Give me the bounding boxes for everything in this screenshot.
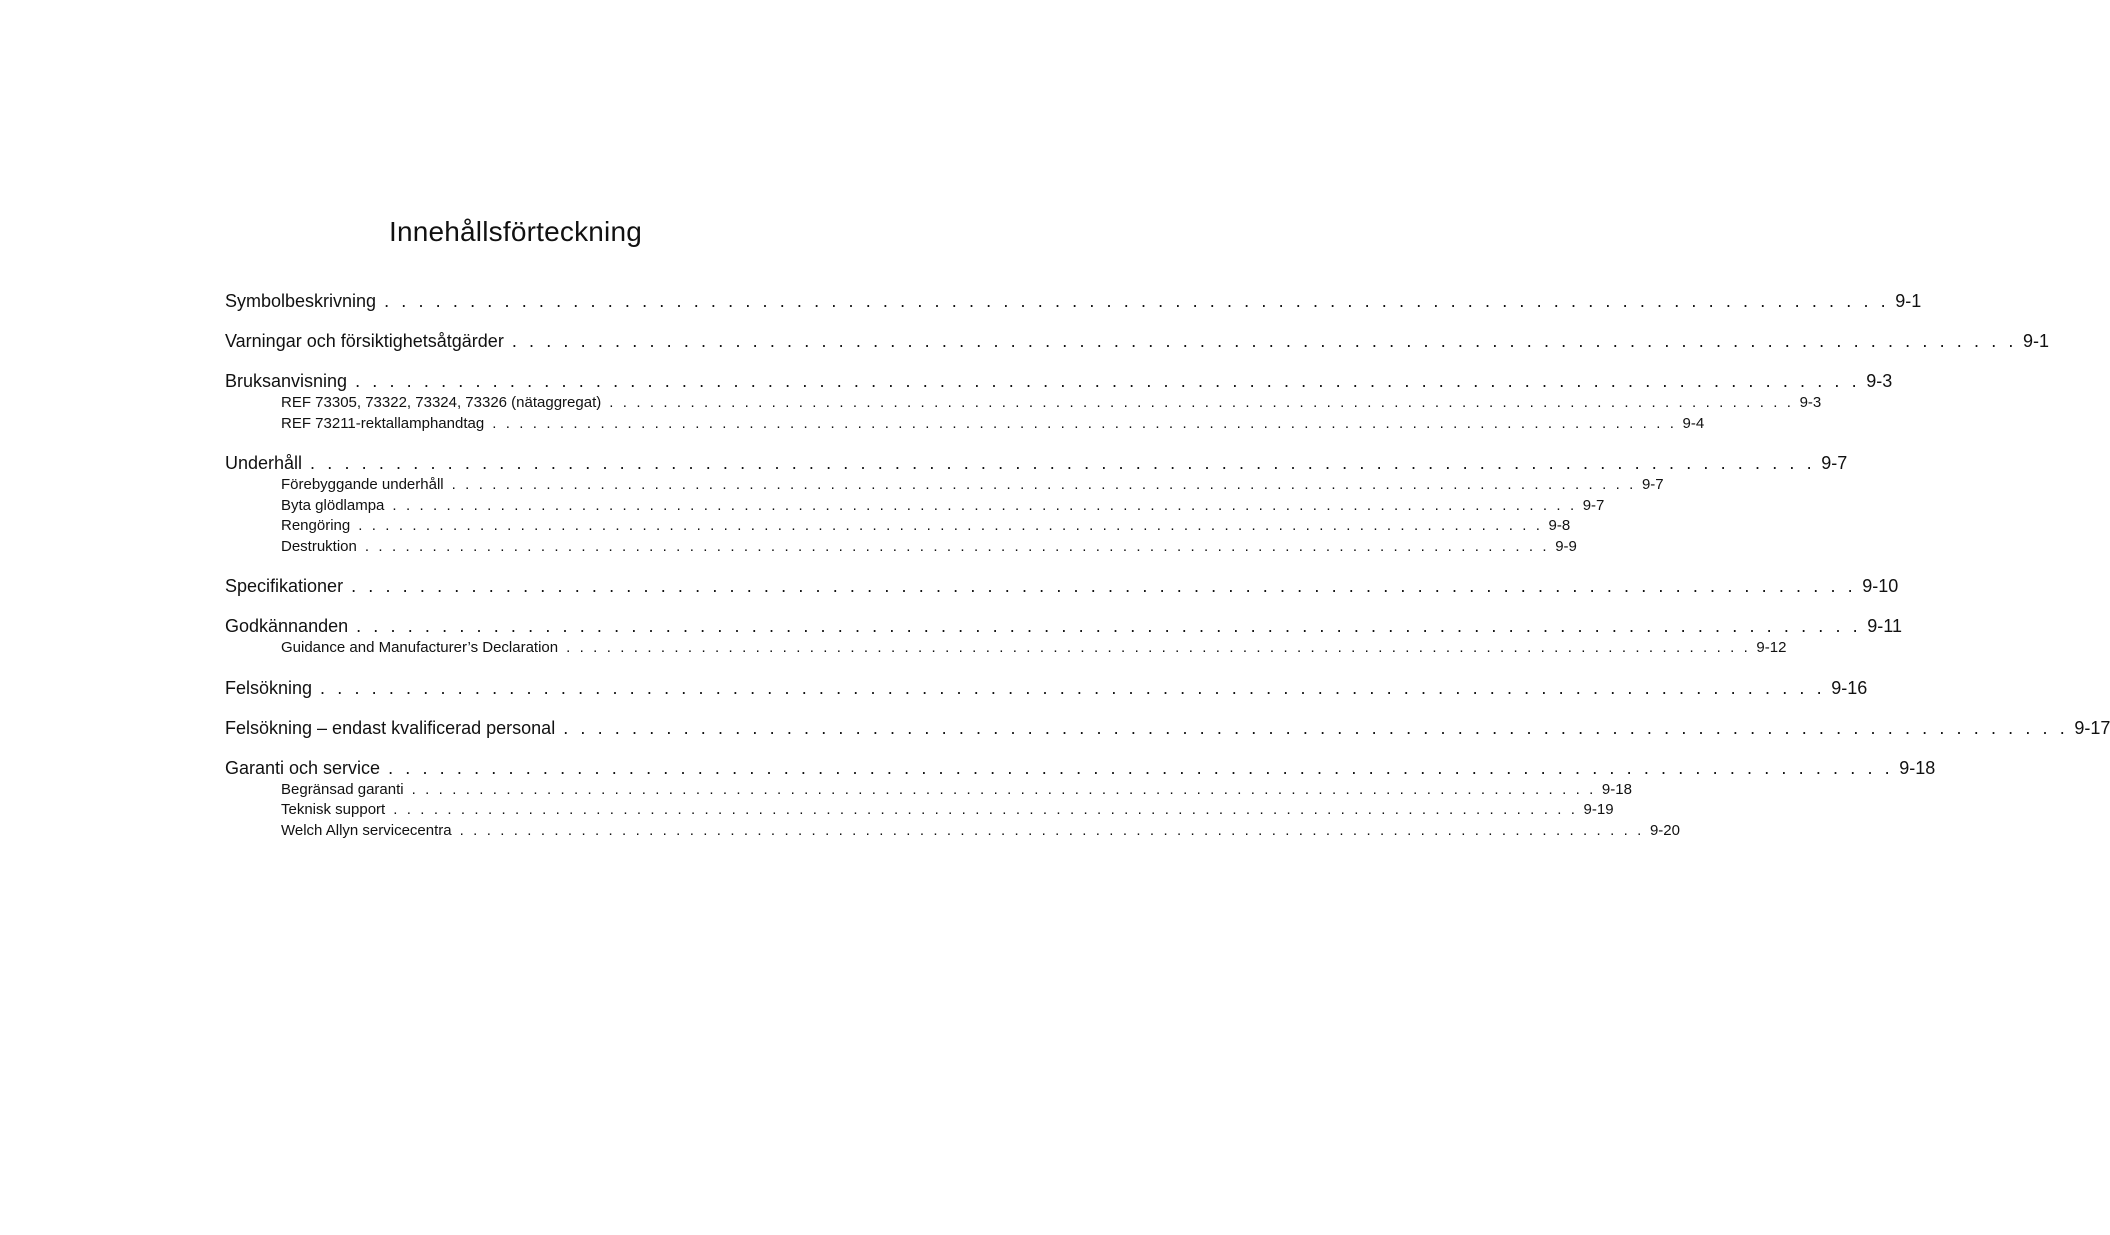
dot-leader: . . . . . . . . . . . . . . . . . . . . . . . . . . . . . . . . . . . . . . . . . . . . . . . . . . . . . . . . . . . . . . . . . . . . . . . . . . . . . . . . . . . . . . . . xyxy=(411,780,1596,798)
toc-subentry-page: 9-20 xyxy=(1649,821,1680,839)
toc-entry[interactable] xyxy=(225,575,1899,597)
dot-leader: . . . . . . . . . . . . . . . . . . . . . . . . . . . . . . . . . . . . . . . . . . . . . . . . . . . . . . . . . . . . . . . . . . . . . . . . . . . . . . . . . . . . . . . . xyxy=(566,639,1751,656)
toc-subentry-page: 9-18 xyxy=(1601,780,1632,798)
toc-section-godkannanden xyxy=(225,615,1902,659)
dot-leader: . . . . . . . . . . . . . . . . . . . . . . . . . . . . . . . . . . . . . . . . . . . . . . . . . . . . . . . . . . . . . . . . . . . . . . . . . . . . . . . . . . . . . . . . xyxy=(356,616,1862,636)
toc-subentry-label: REF 73211-rektallamphandtag xyxy=(281,414,485,432)
toc-section-specifikationer xyxy=(225,575,1899,597)
toc-section-bruksanvisning xyxy=(225,370,1893,434)
toc-subentry-page: 9-12 xyxy=(1756,639,1787,656)
page-title: Innehållsförteckning xyxy=(388,216,643,247)
toc-subentry-page: 9-7 xyxy=(1641,476,1664,493)
toc-subentry-page: 9-4 xyxy=(1682,414,1705,432)
toc-entry[interactable] xyxy=(225,677,1868,699)
dot-leader: . . . . . . . . . . . . . . . . . . . . . . . . . . . . . . . . . . . . . . . . . . . . . . . . . . . . . . . . . . . . . . . . . . . . . . . . . . . . . . . . . . . . . . . . xyxy=(492,414,1677,432)
toc-subentry[interactable] xyxy=(281,821,1680,842)
toc-entry-label: Varningar och försiktighetsåtgärder xyxy=(225,331,504,351)
dot-leader: . . . . . . . . . . . . . . . . . . . . . . . . . . . . . . . . . . . . . . . . . . . . . . . . . . . . . . . . . . . . . . . . . . . . . . . . . . . . . . . . . . . . . . . . xyxy=(358,517,1543,534)
dot-leader: . . . . . . . . . . . . . . . . . . . . . . . . . . . . . . . . . . . . . . . . . . . . . . . . . . . . . . . . . . . . . . . . . . . . . . . . . . . . . . . . . . . . . . . . xyxy=(384,291,1890,311)
dot-leader: . . . . . . . . . . . . . . . . . . . . . . . . . . . . . . . . . . . . . . . . . . . . . . . . . . . . . . . . . . . . . . . . . . . . . . . . . . . . . . . . . . . . . . . . xyxy=(310,453,1816,473)
dot-leader: . . . . . . . . . . . . . . . . . . . . . . . . . . . . . . . . . . . . . . . . . . . . . . . . . . . . . . . . . . . . . . . . . . . . . . . . . . . . . . . . . . . . . . . . xyxy=(563,717,2069,738)
dot-leader: . . . . . . . . . . . . . . . . . . . . . . . . . . . . . . . . . . . . . . . . . . . . . . . . . . . . . . . . . . . . . . . . . . . . . . . . . . . . . . . . . . . . . . . . xyxy=(393,801,1578,818)
dot-leader: . . . . . . . . . . . . . . . . . . . . . . . . . . . . . . . . . . . . . . . . . . . . . . . . . . . . . . . . . . . . . . . . . . . . . . . . . . . . . . . . . . . . . . . . xyxy=(351,576,1857,596)
toc-entry-page: 9-10 xyxy=(1862,576,1899,596)
toc-entry-label: Symbolbeskrivning xyxy=(225,291,377,311)
dot-leader: . . . . . . . . . . . . . . . . . . . . . . . . . . . . . . . . . . . . . . . . . . . . . . . . . . . . . . . . . . . . . . . . . . . . . . . . . . . . . . . . . . . . . . . . xyxy=(355,371,1861,391)
toc-subentry[interactable] xyxy=(281,537,1577,558)
toc-entry-page: 9-16 xyxy=(1831,677,1868,698)
toc-subentry-label: Welch Allyn servicecentra xyxy=(281,821,452,839)
toc-section-felsokning xyxy=(225,677,1868,699)
toc-subentry[interactable] xyxy=(281,414,1705,435)
toc-entry[interactable] xyxy=(225,615,1902,637)
toc-subentry[interactable] xyxy=(281,780,1632,801)
table-of-contents xyxy=(225,290,2110,841)
dot-leader: . . . . . . . . . . . . . . . . . . . . . . . . . . . . . . . . . . . . . . . . . . . . . . . . . . . . . . . . . . . . . . . . . . . . . . . . . . . . . . . . . . . . . . . . xyxy=(609,394,1794,411)
dot-leader: . . . . . . . . . . . . . . . . . . . . . . . . . . . . . . . . . . . . . . . . . . . . . . . . . . . . . . . . . . . . . . . . . . . . . . . . . . . . . . . . . . . . . . . . xyxy=(511,331,2017,351)
toc-subentry-page: 9-8 xyxy=(1548,517,1571,534)
dot-leader: . . . . . . . . . . . . . . . . . . . . . . . . . . . . . . . . . . . . . . . . . . . . . . . . . . . . . . . . . . . . . . . . . . . . . . . . . . . . . . . . . . . . . . . . xyxy=(364,537,1550,555)
toc-subentry-page: 9-9 xyxy=(1555,537,1577,555)
toc-entry-label: Godkännanden xyxy=(225,616,349,636)
toc-subentry[interactable] xyxy=(281,475,1664,496)
toc-subentry[interactable] xyxy=(281,393,1822,414)
toc-entry-page: 9-1 xyxy=(2023,331,2050,351)
toc-section-underhall xyxy=(225,452,1848,557)
toc-entry[interactable] xyxy=(225,370,1893,392)
toc-subentry-label: REF 73305, 73322, 73324, 73326 (nätaggregat) xyxy=(281,394,602,411)
toc-entry[interactable] xyxy=(225,452,1848,474)
toc-entry[interactable] xyxy=(225,330,2050,352)
toc-entry-page: 9-3 xyxy=(1866,371,1893,391)
toc-subentry-page: 9-3 xyxy=(1799,394,1822,411)
toc-subentry-label: Guidance and Manufacturer’s Declaration xyxy=(281,639,559,656)
toc-section-felsokning-kvalificerad xyxy=(225,717,2110,739)
toc-entry[interactable] xyxy=(225,757,1936,779)
toc-section-varningar xyxy=(225,330,2050,352)
dot-leader: . . . . . . . . . . . . . . . . . . . . . . . . . . . . . . . . . . . . . . . . . . . . . . . . . . . . . . . . . . . . . . . . . . . . . . . . . . . . . . . . . . . . . . . . xyxy=(392,496,1577,514)
toc-subentry-label: Rengöring xyxy=(281,517,351,534)
toc-entry-page: 9-11 xyxy=(1867,616,1902,636)
dot-leader: . . . . . . . . . . . . . . . . . . . . . . . . . . . . . . . . . . . . . . . . . . . . . . . . . . . . . . . . . . . . . . . . . . . . . . . . . . . . . . . . . . . . . . . . xyxy=(320,677,1826,698)
toc-section-symbolbeskrivning xyxy=(225,290,1922,312)
toc-entry-label: Felsökning – endast kvalificerad personal xyxy=(225,717,556,738)
toc-entry-label: Garanti och service xyxy=(225,757,381,778)
toc-subentry[interactable] xyxy=(281,800,1614,821)
toc-entry-page: 9-1 xyxy=(1895,291,1922,311)
toc-entry-page: 9-7 xyxy=(1821,453,1848,473)
toc-entry-label: Underhåll xyxy=(225,453,303,473)
toc-entry-page: 9-18 xyxy=(1899,757,1936,778)
dot-leader: . . . . . . . . . . . . . . . . . . . . . . . . . . . . . . . . . . . . . . . . . . . . . . . . . . . . . . . . . . . . . . . . . . . . . . . . . . . . . . . . . . . . . . . . xyxy=(388,757,1894,778)
toc-entry-label: Bruksanvisning xyxy=(225,371,348,391)
toc-subentry-label: Teknisk support xyxy=(281,801,386,818)
toc-subentry-label: Destruktion xyxy=(281,537,357,555)
dot-leader: . . . . . . . . . . . . . . . . . . . . . . . . . . . . . . . . . . . . . . . . . . . . . . . . . . . . . . . . . . . . . . . . . . . . . . . . . . . . . . . . . . . . . . . . xyxy=(451,476,1636,493)
toc-entry-label: Specifikationer xyxy=(225,576,344,596)
toc-subentry-label: Förebyggande underhåll xyxy=(281,476,444,493)
toc-subentry-page: 9-19 xyxy=(1583,801,1614,818)
toc-entry-page: 9-17 xyxy=(2074,717,2110,738)
toc-entry[interactable] xyxy=(225,717,2110,739)
toc-entry[interactable] xyxy=(225,290,1922,312)
toc-section-garanti xyxy=(225,757,1936,842)
toc-entry-label: Felsökning xyxy=(225,677,313,698)
toc-subentry-page: 9-7 xyxy=(1582,496,1605,514)
dot-leader: . . . . . . . . . . . . . . . . . . . . . . . . . . . . . . . . . . . . . . . . . . . . . . . . . . . . . . . . . . . . . . . . . . . . . . . . . . . . . . . . . . . . . . . . xyxy=(459,821,1644,839)
toc-subentry[interactable] xyxy=(281,516,1571,537)
toc-subentry[interactable] xyxy=(281,638,1787,659)
toc-subentry-label: Byta glödlampa xyxy=(281,496,385,514)
toc-subentry[interactable] xyxy=(281,496,1605,517)
toc-subentry-label: Begränsad garanti xyxy=(281,780,404,798)
